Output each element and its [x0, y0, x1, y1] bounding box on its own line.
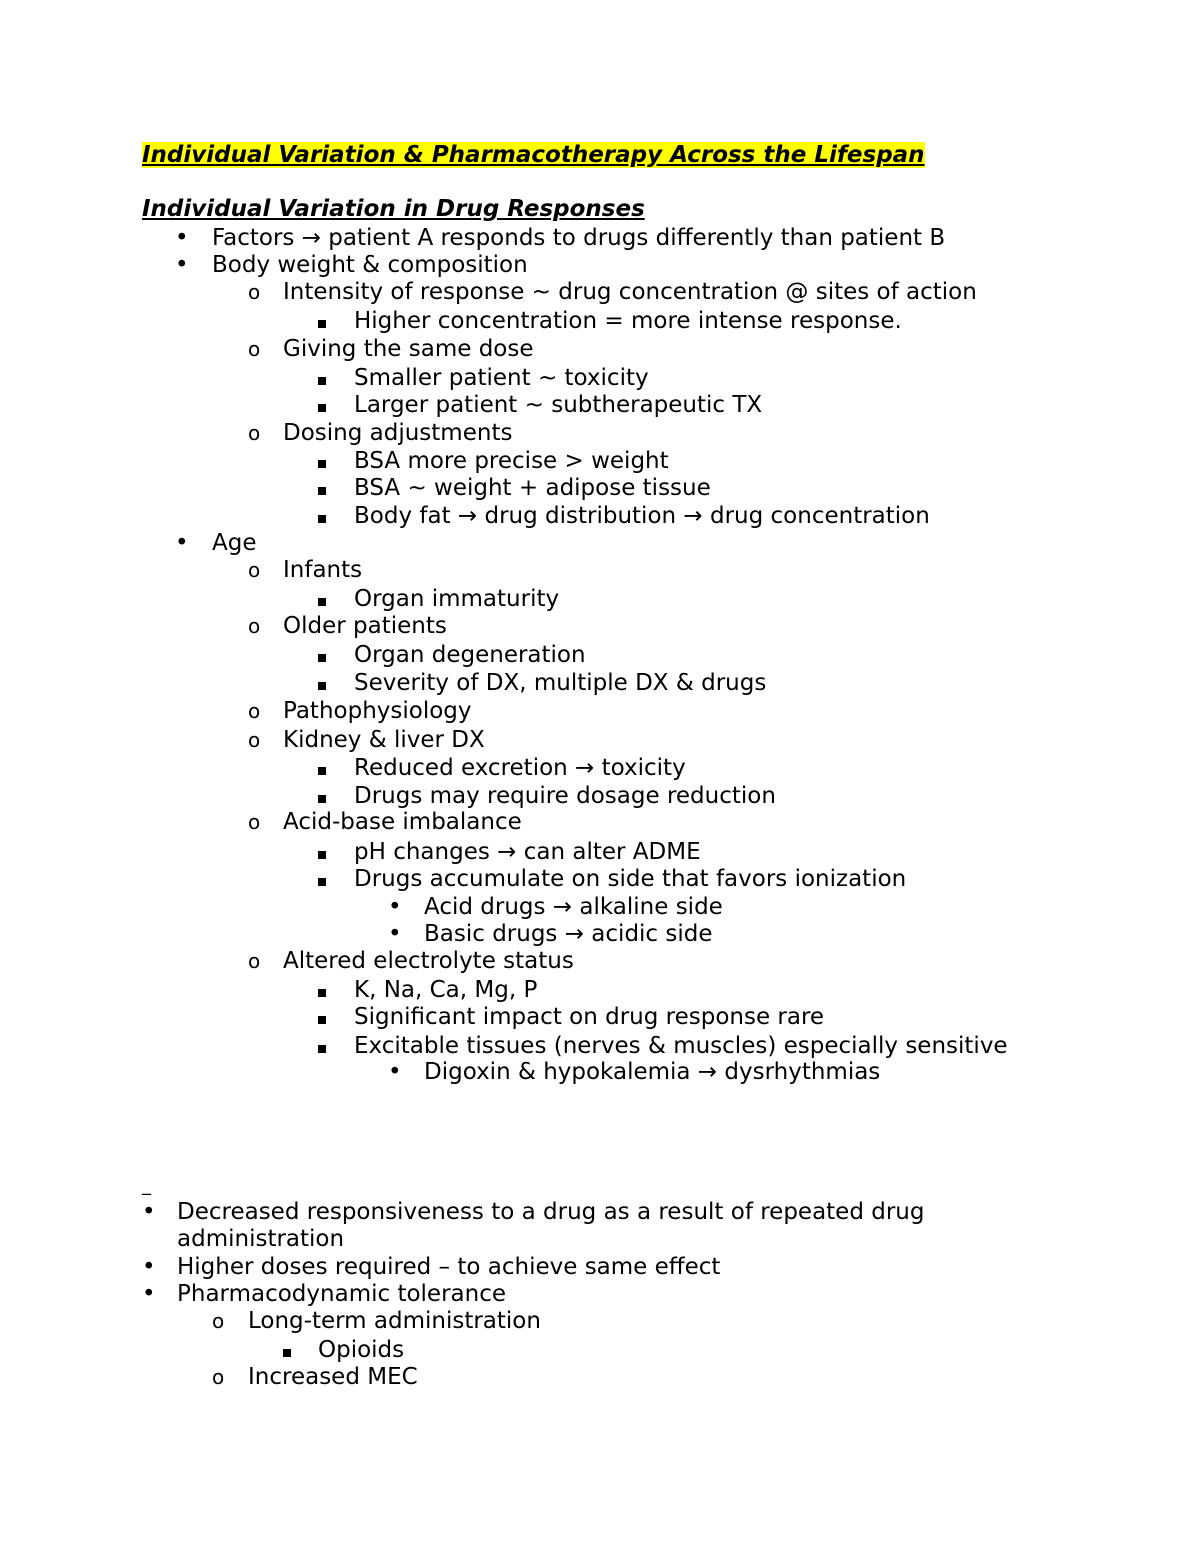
square-bullet-mark — [318, 487, 326, 495]
list-item: BSA more precise > weight — [354, 448, 669, 474]
list-item: Acid drugs → alkaline side — [424, 894, 723, 920]
square-bullet-mark — [318, 598, 326, 606]
square-bullet-icon — [318, 457, 326, 468]
separator-dash: _ — [142, 1175, 151, 1196]
list-item: Opioids — [318, 1337, 405, 1363]
ring-bullet-icon: o — [248, 421, 261, 445]
square-bullet-icon — [318, 792, 326, 803]
list-item: pH changes → can alter ADME — [354, 839, 701, 865]
dot-bullet-icon: • — [142, 1199, 156, 1225]
square-bullet-mark — [318, 989, 326, 997]
list-item: Drugs accumulate on side that favors ionization — [354, 866, 907, 892]
square-bullet-mark — [318, 851, 326, 859]
square-bullet-mark — [283, 1349, 291, 1357]
section-heading: Individual Variation in Drug Responses — [142, 196, 645, 222]
square-bullet-icon — [318, 651, 326, 662]
square-bullet-icon — [283, 1346, 291, 1357]
ring-bullet-icon: o — [248, 810, 261, 834]
list-item: Basic drugs → acidic side — [424, 921, 713, 947]
dot-bullet-icon: • — [175, 252, 189, 278]
list-item: BSA ~ weight + adipose tissue — [354, 475, 711, 501]
ring-bullet-icon: o — [248, 728, 261, 752]
dot-bullet-icon: • — [142, 1254, 156, 1280]
dot-bullet-icon: • — [388, 1059, 402, 1085]
square-bullet-icon — [318, 484, 326, 495]
ring-bullet-icon: o — [248, 614, 261, 638]
square-bullet-mark — [318, 1045, 326, 1053]
square-bullet-icon — [318, 986, 326, 997]
list-item: administration — [177, 1226, 345, 1252]
list-item: Intensity of response ~ drug concentration @ sites of action — [283, 279, 977, 305]
list-item: Reduced excretion → toxicity — [354, 755, 686, 781]
dot-bullet-icon: • — [388, 894, 402, 920]
list-item: Decreased responsiveness to a drug as a result of repeated drug — [177, 1199, 925, 1225]
square-bullet-mark — [318, 1016, 326, 1024]
list-item: Factors → patient A responds to drugs differently than patient B — [212, 225, 946, 251]
square-bullet-mark — [318, 654, 326, 662]
square-bullet-mark — [318, 377, 326, 385]
list-item: Altered electrolyte status — [283, 948, 574, 974]
square-bullet-icon — [318, 848, 326, 859]
list-item: Severity of DX, multiple DX & drugs — [354, 670, 767, 696]
title-highlight: Individual Variation & Pharmacotherapy Across the Lifespan — [142, 142, 925, 168]
square-bullet-icon — [318, 875, 326, 886]
square-bullet-icon — [318, 401, 326, 412]
list-item: Organ immaturity — [354, 586, 560, 612]
ring-bullet-icon: o — [248, 337, 261, 361]
square-bullet-mark — [318, 682, 326, 690]
square-bullet-icon — [318, 1013, 326, 1024]
square-bullet-mark — [318, 515, 326, 523]
square-bullet-mark — [318, 795, 326, 803]
ring-bullet-icon: o — [212, 1365, 225, 1389]
list-item: Smaller patient ~ toxicity — [354, 365, 649, 391]
dot-bullet-icon: • — [175, 225, 189, 251]
list-item: Body weight & composition — [212, 252, 528, 278]
square-bullet-icon — [318, 374, 326, 385]
ring-bullet-icon: o — [248, 280, 261, 304]
list-item: Long-term administration — [248, 1308, 541, 1334]
square-bullet-mark — [318, 320, 326, 328]
ring-bullet-icon: o — [248, 949, 261, 973]
list-item: Drugs may require dosage reduction — [354, 783, 776, 809]
list-item: Age — [212, 530, 257, 556]
ring-bullet-icon: o — [248, 558, 261, 582]
square-bullet-mark — [318, 767, 326, 775]
list-item: Larger patient ~ subtherapeutic TX — [354, 392, 763, 418]
square-bullet-mark — [318, 404, 326, 412]
square-bullet-icon — [318, 679, 326, 690]
ring-bullet-icon: o — [248, 699, 261, 723]
dot-bullet-icon: • — [175, 530, 189, 556]
ring-bullet-icon: o — [212, 1309, 225, 1333]
list-item: Higher concentration = more intense response. — [354, 308, 902, 334]
list-item: Higher doses required – to achieve same effect — [177, 1254, 721, 1280]
list-item: Giving the same dose — [283, 336, 534, 362]
list-item: Excitable tissues (nerves & muscles) especially sensitive — [354, 1033, 1008, 1059]
list-item: Pathophysiology — [283, 698, 472, 724]
dot-bullet-icon: • — [388, 921, 402, 947]
list-item: Kidney & liver DX — [283, 727, 485, 753]
list-item: Dosing adjustments — [283, 420, 513, 446]
square-bullet-icon — [318, 512, 326, 523]
list-item: Older patients — [283, 613, 447, 639]
square-bullet-mark — [318, 878, 326, 886]
square-bullet-icon — [318, 595, 326, 606]
dot-bullet-icon: • — [142, 1281, 156, 1307]
list-item: Significant impact on drug response rare — [354, 1004, 825, 1030]
square-bullet-icon — [318, 317, 326, 328]
document-title — [142, 140, 925, 170]
list-item: Pharmacodynamic tolerance — [177, 1281, 506, 1307]
list-item: Organ degeneration — [354, 642, 586, 668]
list-item: Body fat → drug distribution → drug concentration — [354, 503, 930, 529]
list-item: Infants — [283, 557, 363, 583]
square-bullet-icon — [318, 1042, 326, 1053]
list-item: Digoxin & hypokalemia → dysrhythmias — [424, 1059, 881, 1085]
list-item: K, Na, Ca, Mg, P — [354, 977, 538, 1003]
square-bullet-mark — [318, 460, 326, 468]
square-bullet-icon — [318, 764, 326, 775]
list-item: Increased MEC — [248, 1364, 418, 1390]
list-item: Acid-base imbalance — [283, 809, 522, 835]
